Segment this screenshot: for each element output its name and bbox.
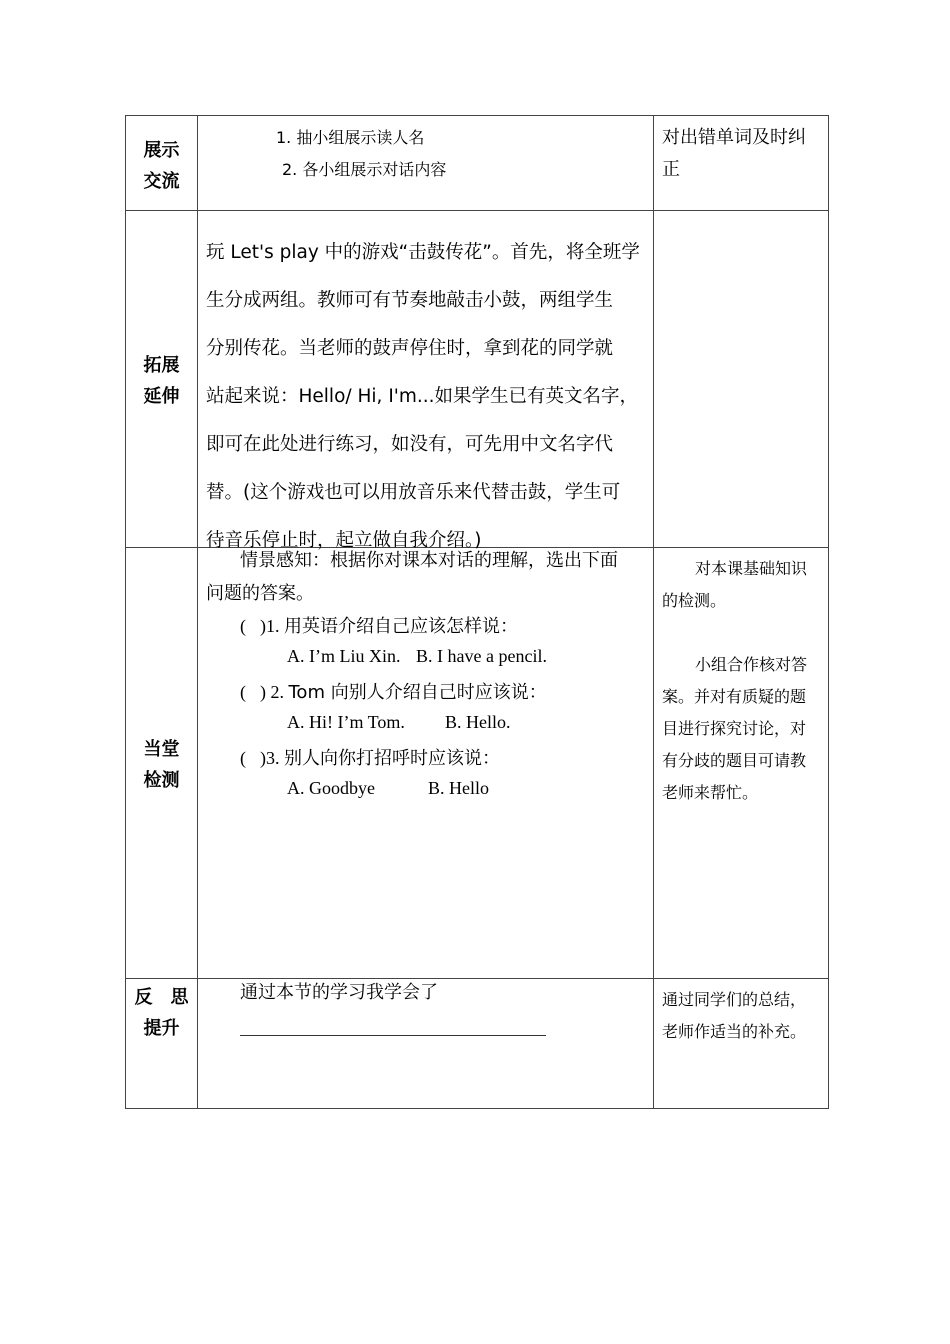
row-label-assessment: 当堂 检测 (143, 739, 180, 791)
reflection-note: 通过同学们的总结， 老师作适当的补充。 (662, 990, 807, 1041)
row-label-reflection: 反 思 提升 (134, 987, 189, 1039)
display-item-2: 2. 各小组展示对话内容 (282, 160, 447, 179)
display-item-1: 1. 抽小组展示读人名 (276, 128, 425, 147)
row-label-extension: 拓展 延伸 (143, 355, 180, 407)
extension-paragraph: 玩 Let's play 中的游戏“击鼓传花”。首先，将全班学 生分成两组。教师可有节奏地敲击小鼓，两组学生 分别传花。当老师的鼓声停住时，拿到花的同学就 站起来说：Hello/ Hi, I'm...如果学生已有英文名字， 即可在此处进行练习，如没有，可先用中文名字代 替。(这个游戏也可以用放音乐来代替击鼓，学生可 待音乐停止时，起立做自我介绍。) (206, 242, 640, 551)
assessment-note: 对本课基础知识 的检测。 小组合作核对答 案。并对有质疑的题 目进行探究讨论，对 有分歧的题目可请教 老师来帮忙。 (662, 559, 808, 802)
reflection-prompt: 通过本节的学习我学会了 (240, 982, 438, 1003)
lesson-table (125, 115, 829, 1109)
row-label-display: 展示 交流 (143, 140, 180, 192)
question-1: ( )1. 用英语介绍自己应该怎样说： (240, 616, 518, 637)
column-divider (653, 116, 654, 1108)
assessment-intro-line2: 问题的答案。 (206, 583, 314, 604)
question-1-option-b: B. I have a pencil. (416, 646, 547, 666)
question-3-option-b: B. Hello (428, 778, 489, 798)
answer-blank-line (240, 1035, 546, 1036)
question-2: ( ) 2. Tom 向别人介绍自己时应该说： (240, 682, 547, 703)
question-2-option-a: A. Hi! I’m Tom. (287, 712, 405, 732)
question-1-option-a: A. I’m Liu Xin. (287, 646, 401, 666)
row-divider (126, 210, 828, 211)
question-3-option-a: A. Goodbye (287, 778, 375, 798)
assessment-intro-line1: 情景感知：根据你对课本对话的理解，选出下面 (240, 550, 618, 571)
display-note: 对出错单词及时纠 正 (662, 127, 806, 180)
question-2-option-b: B. Hello. (445, 712, 511, 732)
row-divider (126, 978, 828, 979)
question-3: ( )3. 别人向你打招呼时应该说： (240, 748, 500, 769)
column-divider (197, 116, 198, 1108)
